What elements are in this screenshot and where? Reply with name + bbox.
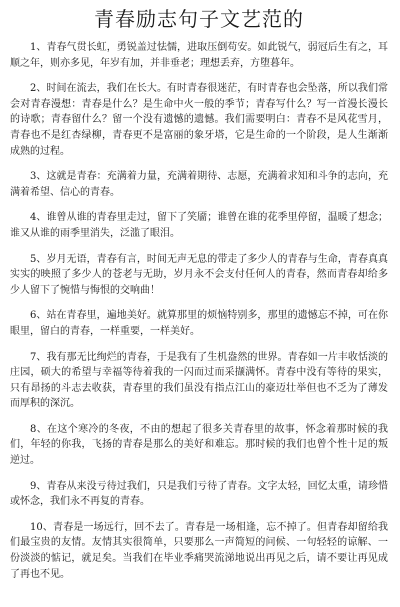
paragraph-5: 5、岁月无语，青春有言，时间无声无息的带走了多少人的青春与生命，青春真真实实的映照了多少人的苍老与无助，岁月永不会支付任何人的青春，然而青春却给多少人留下了惋惜与悔恨的交响曲！ xyxy=(10,253,388,296)
paragraph-3: 3、这就是青春：充满着力量，充满着期待、志愿，充满着求知和斗争的志向，充满着希望、信心的青春。 xyxy=(10,171,388,198)
paragraph-10: 10、青春是一场远行，回不去了。青春是一场相逢，忘不掉了。但青春却留给我们最宝贵的友情。友情其实很简单，只要那么一声简短的问候、一句轻轻的谅解、一份淡淡的惦记，就足矣。当我们在毕业季痛哭流涕地说出再见之后，请不要让再见成了再也不见。 xyxy=(10,521,388,580)
page-title: 青春励志句子文艺范的 xyxy=(94,7,304,31)
paragraph-6: 6、站在青春里，遍地美好。就算那里的烦恼特别多，那里的遗憾忘不掉，可在你眼里，留白的青春，一样重要，一样美好。 xyxy=(10,310,388,337)
paragraph-8: 8、在这个寒冷的冬夜，不由的想起了很多关青春里的故事，怀念着那时候的我们，年轻的你我，飞扬的青春是那么的美好和难忘。那时候的我们也曾个性十足的叛逆过。 xyxy=(10,423,388,467)
paragraph-2: 2、时间在流去，我们在长大。有时青春很迷茫，有时青春也会坠落，所以我们常会对青春漫想：青春是什么？是生命中火一般的季节；青春写什么？写一首漫长漫长的诗歌；青春留什么？留一个没有遗憾的遗憾。我们需要明白：青春不是风花雪月，青春也不是红杏绿柳，青春更不是富丽的象牙塔，它是生命的一个阶段，是人生渐渐成熟的过程。 xyxy=(10,83,388,157)
paragraph-9: 9、青春从来没亏待过我们，只是我们亏待了青春。文字太轻，回忆太重，请珍惜或怀念，我们永不再复的青春。 xyxy=(10,480,388,508)
paragraph-4: 4、谁曾从谁的青春里走过，留下了笑靥；谁曾在谁的花季里停留，温暖了想念；谁又从谁的雨季里消失，泛滥了眼泪。 xyxy=(10,212,388,239)
paragraph-1: 1、青春气贯长虹，勇锐盖过怯懦，进取压倒苟安。如此锐气，弱冠后生有之，耳顺之年，则亦多见，年岁有加，并非垂老；理想丢弃，方堕暮年。 xyxy=(10,42,388,69)
paragraph-7: 7、我有那无比绚烂的青春，于是我有了生机盎然的世界。青春如一片丰收恬淡的庄园，硕大的希望与幸福等待着我的一闪而过而采撷满怀。青春中没有等待的果实，只有昂扬的斗志去收获，青春里的我们虽没有指点江山的豪迈壮举但也不乏为了薄发而厚积的深沉。 xyxy=(10,351,388,410)
